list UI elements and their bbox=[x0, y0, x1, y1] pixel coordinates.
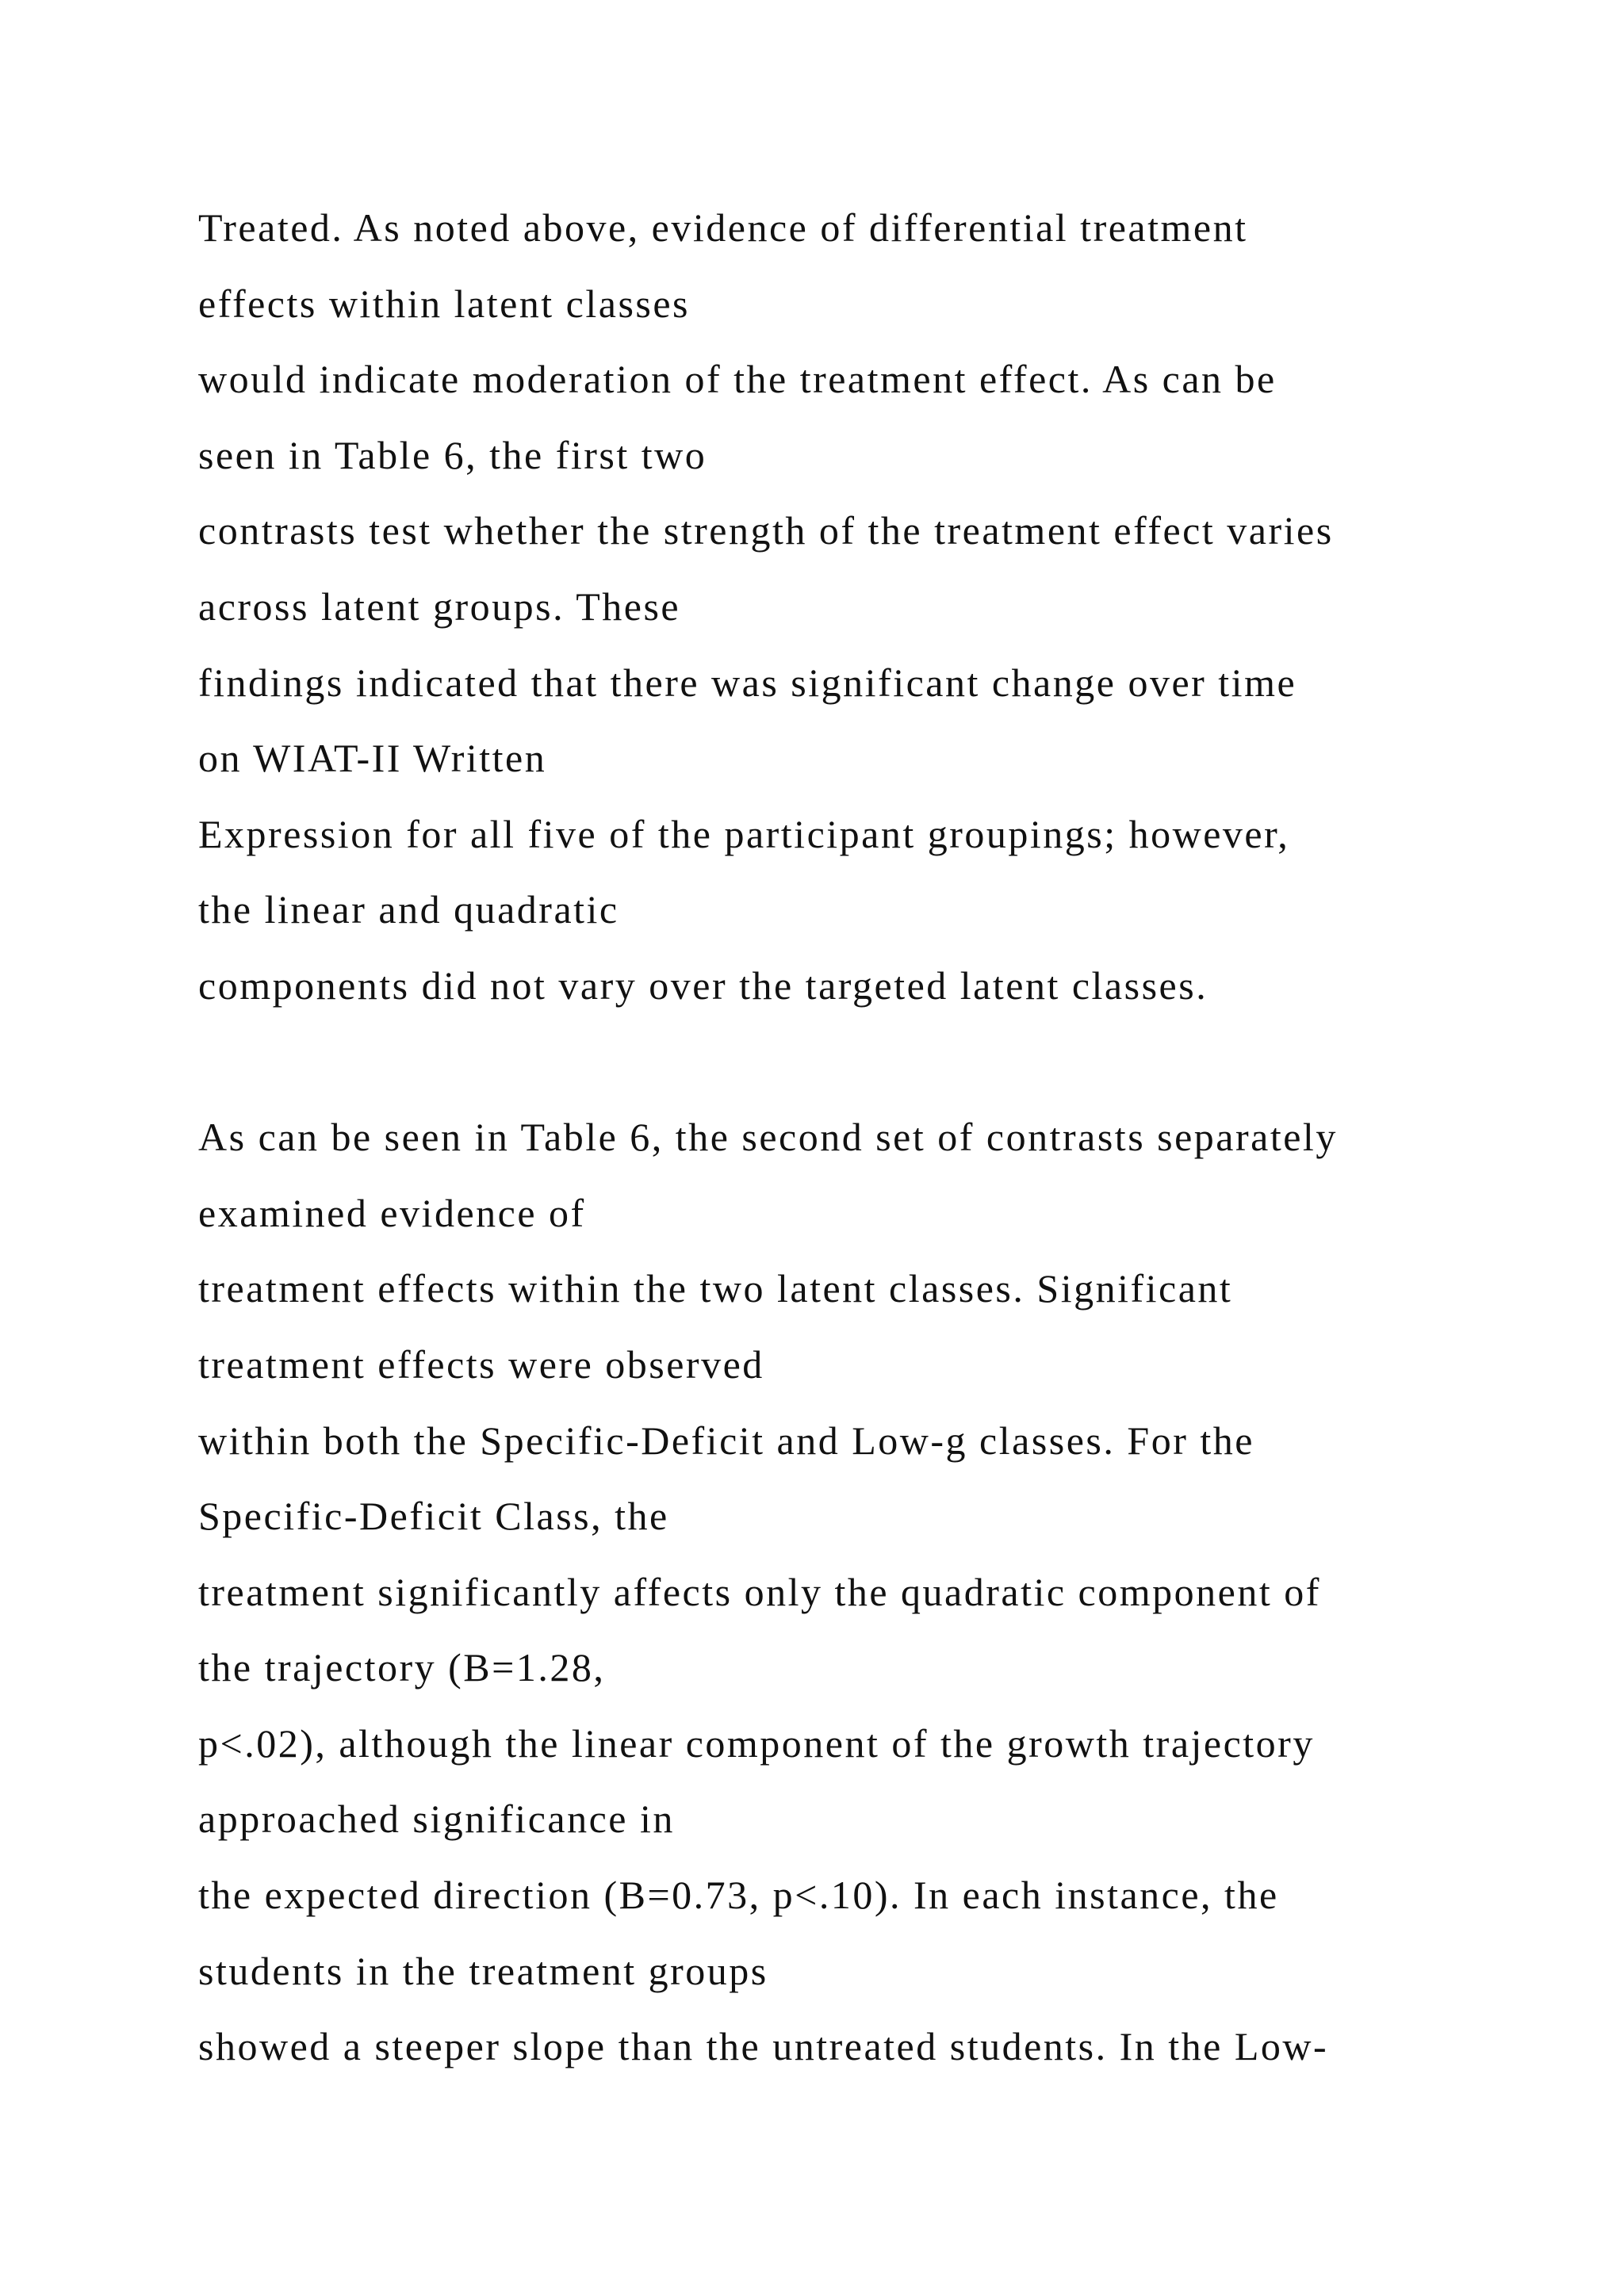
body-text bbox=[198, 190, 1546, 2085]
text-line: students in the treatment groups bbox=[198, 1948, 768, 1993]
text-line: p<.02), although the linear component of the growth trajectory bbox=[198, 1720, 1315, 1766]
paragraph-2 bbox=[198, 1100, 1546, 2085]
text-line: treatment effects were observed bbox=[198, 1341, 764, 1387]
text-line: seen in Table 6, the first two bbox=[198, 432, 707, 477]
text-line: examined evidence of bbox=[198, 1190, 586, 1235]
text-line: would indicate moderation of the treatment effect. As can be bbox=[198, 357, 1277, 402]
text-line: on WIAT-II Written bbox=[198, 736, 547, 781]
text-line: Expression for all five of the participant groupings; however, bbox=[198, 811, 1290, 856]
text-line: effects within latent classes bbox=[198, 281, 691, 326]
text-line: Specific-Deficit Class, the bbox=[198, 1494, 669, 1539]
text-line: approached significance in bbox=[198, 1797, 675, 1842]
text-line: components did not vary over the targeted latent classes. bbox=[198, 962, 1208, 1008]
text-line: As can be seen in Table 6, the second set of contrasts separately bbox=[198, 1115, 1338, 1160]
text-line: contrasts test whether the strength of the treatment effect varies bbox=[198, 508, 1334, 553]
text-line: the trajectory (B=1.28, bbox=[198, 1645, 606, 1690]
paragraph-1 bbox=[198, 190, 1546, 1024]
text-line: Treated. As noted above, evidence of differential treatment bbox=[198, 205, 1248, 250]
text-line: the linear and quadratic bbox=[198, 887, 619, 932]
text-line: treatment significantly affects only the quadratic component of bbox=[198, 1569, 1321, 1614]
paragraph-spacer bbox=[198, 1024, 1546, 1100]
text-line: within both the Specific-Deficit and Low-g classes. For the bbox=[198, 1418, 1254, 1463]
text-line: treatment effects within the two latent classes. Significant bbox=[198, 1266, 1233, 1311]
text-line: the expected direction (B=0.73, p<.10). In each instance, the bbox=[198, 1873, 1279, 1918]
text-line: showed a steeper slope than the untreated students. In the Low- bbox=[198, 2024, 1329, 2069]
text-line: findings indicated that there was significant change over time bbox=[198, 660, 1297, 705]
text-line: across latent groups. These bbox=[198, 584, 681, 629]
